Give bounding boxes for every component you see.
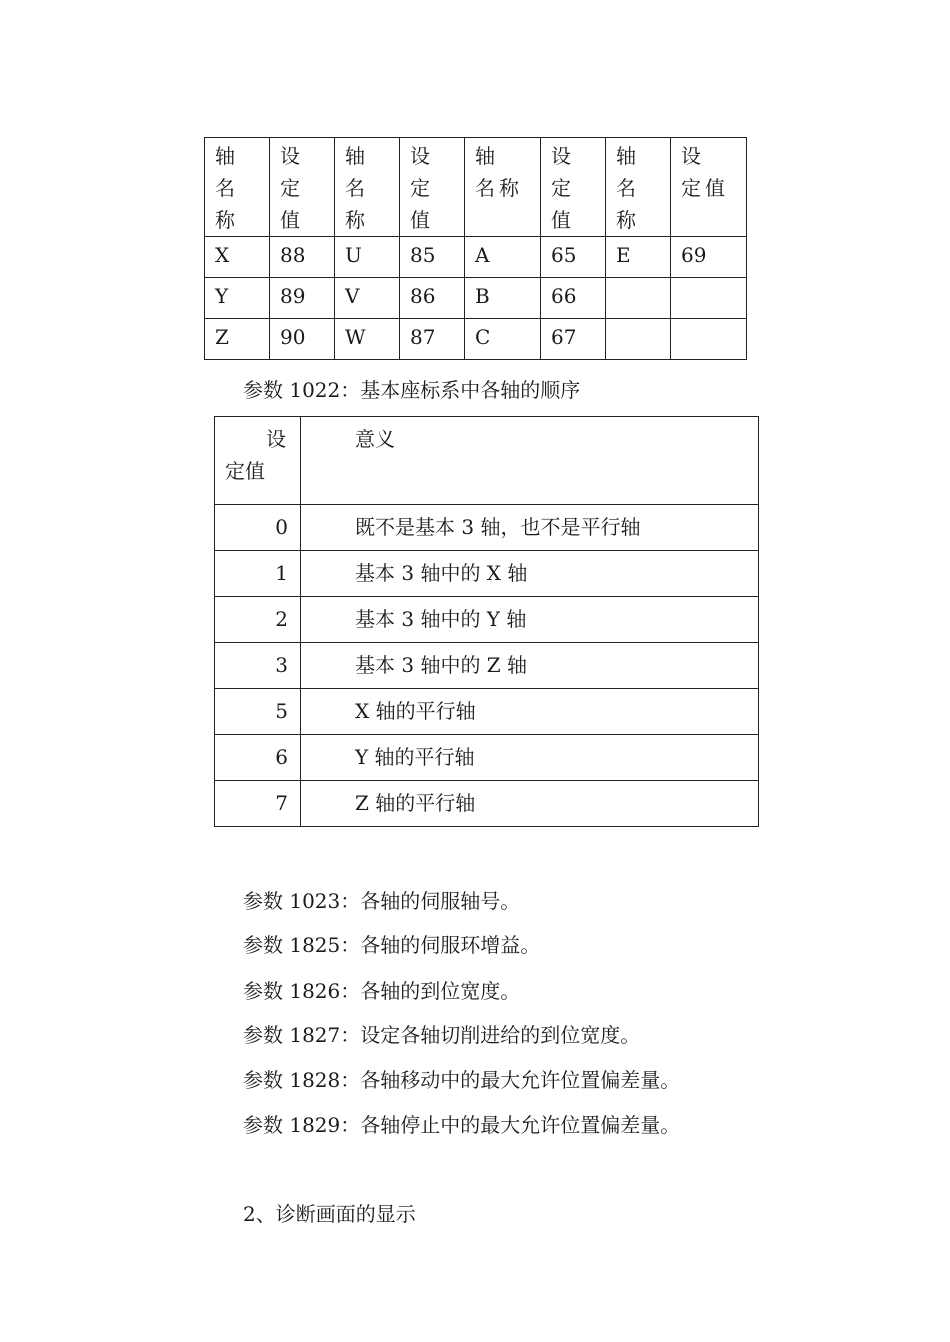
table-cell: 88 <box>270 237 335 278</box>
meaning-cell: 基本 3 轴中的 Y 轴 <box>301 597 759 643</box>
section-heading: 2、诊断画面的显示 <box>243 1202 416 1226</box>
param-line: 参数 1826：各轴的到位宽度。 <box>243 979 521 1003</box>
axis-order-table <box>214 416 759 827</box>
table-header-row <box>215 417 759 505</box>
value-cell: 1 <box>215 551 301 597</box>
meaning-cell: 基本 3 轴中的 Z 轴 <box>301 643 759 689</box>
header-cell: 轴名称 <box>335 138 400 237</box>
header-cell: 设 定值 <box>671 138 747 237</box>
table-cell: 87 <box>400 319 465 360</box>
header-cell: 轴名称 <box>606 138 671 237</box>
table-cell: 86 <box>400 278 465 319</box>
value-cell: 6 <box>215 735 301 781</box>
table-cell: W <box>335 319 400 360</box>
meaning-cell: X 轴的平行轴 <box>301 689 759 735</box>
table-cell: 85 <box>400 237 465 278</box>
meaning-cell: 既不是基本 3 轴，也不是平行轴 <box>301 505 759 551</box>
header-cell: 轴 名称 <box>465 138 541 237</box>
table-cell: 69 <box>671 237 747 278</box>
value-cell: 0 <box>215 505 301 551</box>
param-1022-title: 参数 1022：基本座标系中各轴的顺序 <box>243 378 581 402</box>
header-cell-meaning: 意义 <box>301 417 759 505</box>
table-row <box>205 237 747 278</box>
table-cell: 65 <box>541 237 606 278</box>
table-row <box>215 643 759 689</box>
value-cell: 2 <box>215 597 301 643</box>
table-cell: B <box>465 278 541 319</box>
meaning-cell: Z 轴的平行轴 <box>301 781 759 827</box>
header-cell: 设定值 <box>541 138 606 237</box>
table-cell: A <box>465 237 541 278</box>
table-header-row <box>205 138 747 237</box>
header-cell: 设定值 <box>270 138 335 237</box>
table-cell: 90 <box>270 319 335 360</box>
table-cell: C <box>465 319 541 360</box>
param-line: 参数 1827：设定各轴切削进给的到位宽度。 <box>243 1023 641 1047</box>
param-line: 参数 1825：各轴的伺服环增益。 <box>243 933 541 957</box>
table-cell: 67 <box>541 319 606 360</box>
table-cell <box>671 319 747 360</box>
table-cell: 66 <box>541 278 606 319</box>
table-cell: E <box>606 237 671 278</box>
header-cell-value: 设 定值 <box>215 417 301 505</box>
param-line: 参数 1829：各轴停止中的最大允许位置偏差量。 <box>243 1113 681 1137</box>
value-cell: 7 <box>215 781 301 827</box>
value-cell: 3 <box>215 643 301 689</box>
table-row <box>215 551 759 597</box>
table-row <box>205 319 747 360</box>
table-row <box>215 597 759 643</box>
table-cell: X <box>205 237 270 278</box>
header-cell: 轴名称 <box>205 138 270 237</box>
table-row <box>215 735 759 781</box>
table-cell: 89 <box>270 278 335 319</box>
table-cell: Z <box>205 319 270 360</box>
table-row <box>215 781 759 827</box>
value-cell: 5 <box>215 689 301 735</box>
table-cell: Y <box>205 278 270 319</box>
param-line: 参数 1828：各轴移动中的最大允许位置偏差量。 <box>243 1068 681 1092</box>
table-cell: U <box>335 237 400 278</box>
axis-name-table <box>204 137 747 360</box>
meaning-cell: Y 轴的平行轴 <box>301 735 759 781</box>
table-row <box>215 689 759 735</box>
table-cell <box>606 319 671 360</box>
param-line: 参数 1023：各轴的伺服轴号。 <box>243 889 521 913</box>
table-cell <box>606 278 671 319</box>
table-cell: V <box>335 278 400 319</box>
table-row <box>215 505 759 551</box>
meaning-cell: 基本 3 轴中的 X 轴 <box>301 551 759 597</box>
table-cell <box>671 278 747 319</box>
header-cell: 设定值 <box>400 138 465 237</box>
table-row <box>205 278 747 319</box>
